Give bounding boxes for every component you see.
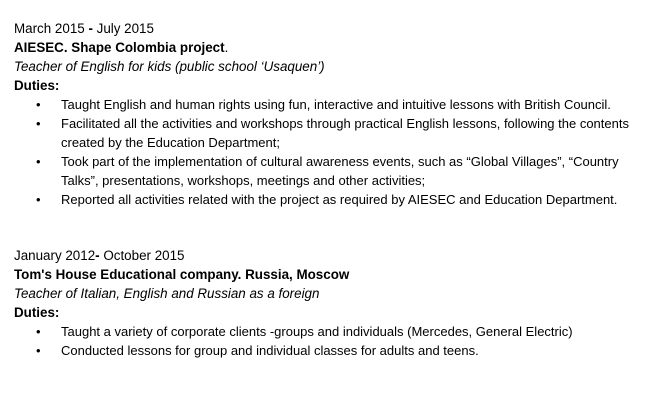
bullet-icon: • (36, 116, 41, 131)
bullet-icon: • (36, 343, 41, 358)
date-start: January 2012 (14, 248, 96, 263)
job-role: Teacher of Italian, English and Russian as a foreign (14, 286, 320, 301)
job-company: AIESEC. Shape Colombia project (14, 40, 225, 55)
duty-text: Facilitated all the activities and workshops through practical English lessons, following the contents created by the Education Department; (61, 116, 629, 150)
duty-text: Taught English and human rights using fun, interactive and intuitive lessons with British Council. (61, 97, 611, 112)
duty-text: Taught a variety of corporate clients -groups and individuals (Mercedes, General Electric) (61, 324, 573, 339)
duty-item (14, 190, 654, 209)
date-end: October 2015 (103, 248, 185, 263)
bullet-icon: • (36, 97, 41, 112)
job-role: Teacher of English for kids (public school ‘Usaquen’) (14, 59, 325, 74)
duties-list (14, 322, 654, 360)
bullet-icon: • (36, 154, 41, 169)
duty-item (14, 152, 654, 190)
duty-item (14, 322, 654, 341)
section-spacer (14, 209, 654, 246)
duty-text: Took part of the implementation of cultural awareness events, such as “Global Villages”, “Country Talks”, presentations, workshops, meetings and other activities; (61, 154, 619, 188)
job-entry (14, 246, 654, 360)
resume-experience-section (14, 19, 654, 360)
job-company-suffix: . (224, 40, 229, 55)
date-start: March 2015 (14, 21, 85, 36)
duties-label: Duties: (14, 78, 60, 93)
job-dates (14, 246, 654, 265)
job-entry (14, 19, 654, 209)
date-separator: - (95, 248, 104, 263)
duty-item (14, 95, 654, 114)
job-company-line (14, 38, 654, 57)
date-end: July 2015 (96, 21, 154, 36)
bullet-icon: • (36, 324, 41, 339)
duties-list (14, 95, 654, 209)
job-company: Tom's House Educational company. Russia, Moscow (14, 267, 350, 282)
duty-item (14, 114, 654, 152)
job-dates (14, 19, 654, 38)
duties-label: Duties: (14, 305, 60, 320)
date-separator: - (84, 21, 97, 36)
bullet-icon: • (36, 192, 41, 207)
duty-item (14, 341, 654, 360)
duty-text: Conducted lessons for group and individual classes for adults and teens. (61, 343, 479, 358)
job-company-line (14, 265, 654, 284)
duty-text: Reported all activities related with the project as required by AIESEC and Education Department. (61, 192, 618, 207)
